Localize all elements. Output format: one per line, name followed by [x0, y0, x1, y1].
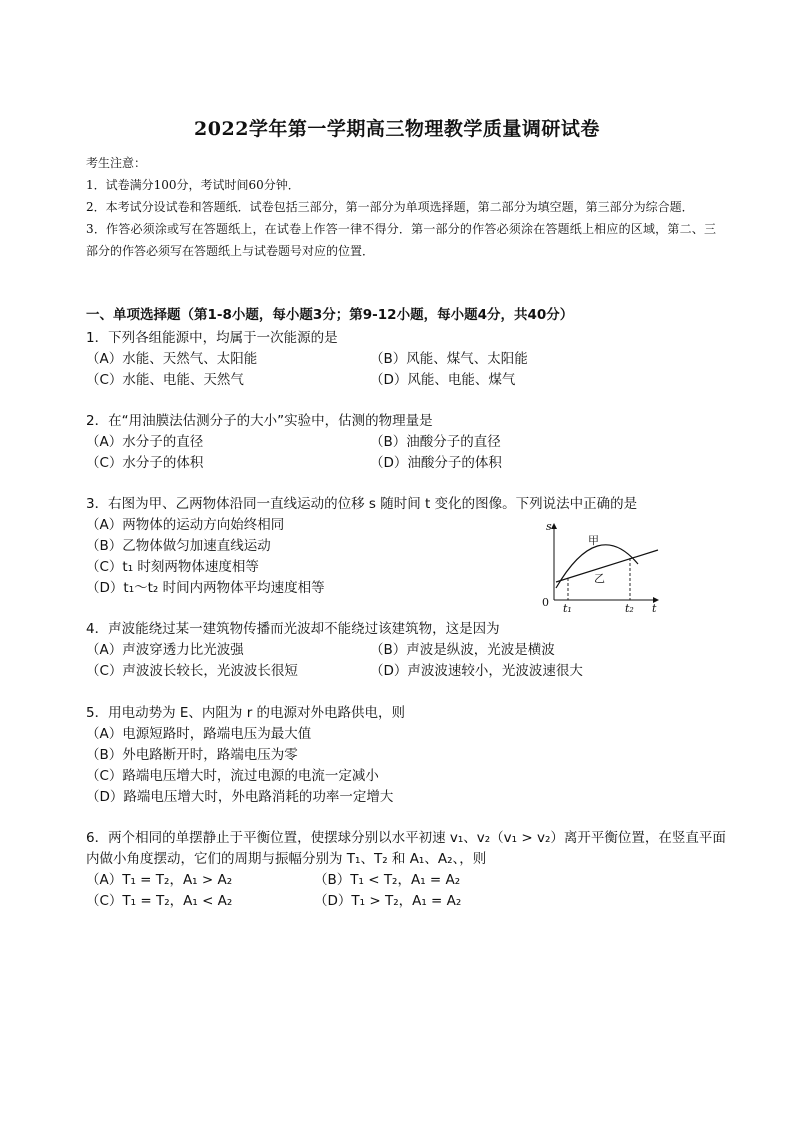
- option-c: （C）水能、电能、天然气: [86, 372, 244, 388]
- option-c: （C）T₁ = T₂，A₁ < A₂: [86, 893, 233, 909]
- line-label-yi: 乙: [594, 572, 605, 585]
- option-c: （C）水分子的体积: [86, 455, 204, 471]
- notice-heading: 考生注意：: [86, 156, 147, 170]
- question-stem: 4．声波能绕过某一建筑物传播而光波却不能绕过该建筑物，这是因为: [86, 621, 500, 637]
- position-time-graph: [538, 518, 664, 618]
- question-stem: 1．下列各组能源中，均属于一次能源的是: [86, 330, 338, 346]
- curve-label-jia: 甲: [588, 534, 599, 547]
- option-b: （B）外电路断开时，路端电压为零: [86, 747, 298, 763]
- notice-item: 3．作答必须涂或写在答题纸上，在试卷上作答一律不得分．第一部分的作答必须涂在答题纸上相应的区域，第二、三部分的作答必须写在答题纸上与试卷题号对应的位置．: [86, 222, 716, 258]
- option-a: （A）电源短路时，路端电压为最大值: [86, 726, 312, 742]
- page-title: 2022学年第一学期高三物理教学质量调研试卷: [194, 118, 600, 140]
- option-d: （D）T₁ > T₂，A₁ = A₂: [314, 893, 462, 909]
- axis-label-t: t: [652, 602, 657, 615]
- option-d: （D）路端电压增大时，外电路消耗的功率一定增大: [86, 789, 394, 805]
- question-stem: 2．在“用油膜法估测分子的大小”实验中，估测的物理量是: [86, 413, 433, 429]
- question-stem: 3．右图为甲、乙两物体沿同一直线运动的位移 s 随时间 t 变化的图像。下列说法中正确的是: [86, 496, 638, 512]
- option-d: （D）风能、电能、煤气: [370, 372, 516, 388]
- origin-label: 0: [542, 596, 549, 609]
- tick-label-t2: t₂: [625, 602, 634, 615]
- option-a: （A）T₁ = T₂，A₁ > A₂: [86, 872, 233, 888]
- option-d: （D）声波波速较小，光波波速很大: [370, 663, 583, 679]
- notice-block: [86, 152, 716, 262]
- option-b: （B）声波是纵波，光波是横波: [370, 642, 555, 658]
- section-heading: 一、单项选择题（第1-8小题，每小题3分；第9-12小题，每小题4分，共40分）: [86, 307, 574, 323]
- option-b: （B）T₁ < T₂，A₁ = A₂: [314, 872, 461, 888]
- option-c: （C）路端电压增大时，流过电源的电流一定减小: [86, 768, 379, 784]
- option-c: （C）声波波长较长，光波波长很短: [86, 663, 298, 679]
- notice-item: 2．本考试分设试卷和答题纸．试卷包括三部分，第一部分为单项选择题，第二部分为填空题，第三部分为综合题．: [86, 200, 694, 214]
- option-d: （D）t₁～t₂ 时间内两物体平均速度相等: [86, 580, 325, 596]
- question-6: [86, 828, 726, 912]
- option-b: （B）乙物体做匀加速直线运动: [86, 538, 271, 554]
- question-5: [86, 703, 726, 808]
- notice-item: 1．试卷满分100分，考试时间60分钟．: [86, 178, 300, 192]
- option-a: （A）两物体的运动方向始终相同: [86, 517, 285, 533]
- tick-label-t1: t₁: [563, 602, 572, 615]
- axis-label-s: s: [546, 520, 552, 533]
- option-a: （A）声波穿透力比光波强: [86, 642, 244, 658]
- question-1: [86, 328, 726, 391]
- option-a: （A）水分子的直径: [86, 434, 204, 450]
- graph-svg: [538, 518, 664, 618]
- question-4: [86, 619, 726, 682]
- question-2: [86, 411, 726, 474]
- question-stem: 5．用电动势为 E、内阻为 r 的电源对外电路供电，则: [86, 705, 406, 721]
- question-stem: 6．两个相同的单摆静止于平衡位置，使摆球分别以水平初速 v₁、v₂（v₁ > v₂）离开平衡位置，在竖直平面内做小角度摆动，它们的周期与振幅分别为 T₁、T₂ 和 A₁、A₂、，则: [86, 830, 726, 867]
- option-b: （B）风能、煤气、太阳能: [370, 351, 528, 367]
- option-b: （B）油酸分子的直径: [370, 434, 501, 450]
- option-c: （C）t₁ 时刻两物体速度相等: [86, 559, 259, 575]
- option-d: （D）油酸分子的体积: [370, 455, 502, 471]
- option-a: （A）水能、天然气、太阳能: [86, 351, 258, 367]
